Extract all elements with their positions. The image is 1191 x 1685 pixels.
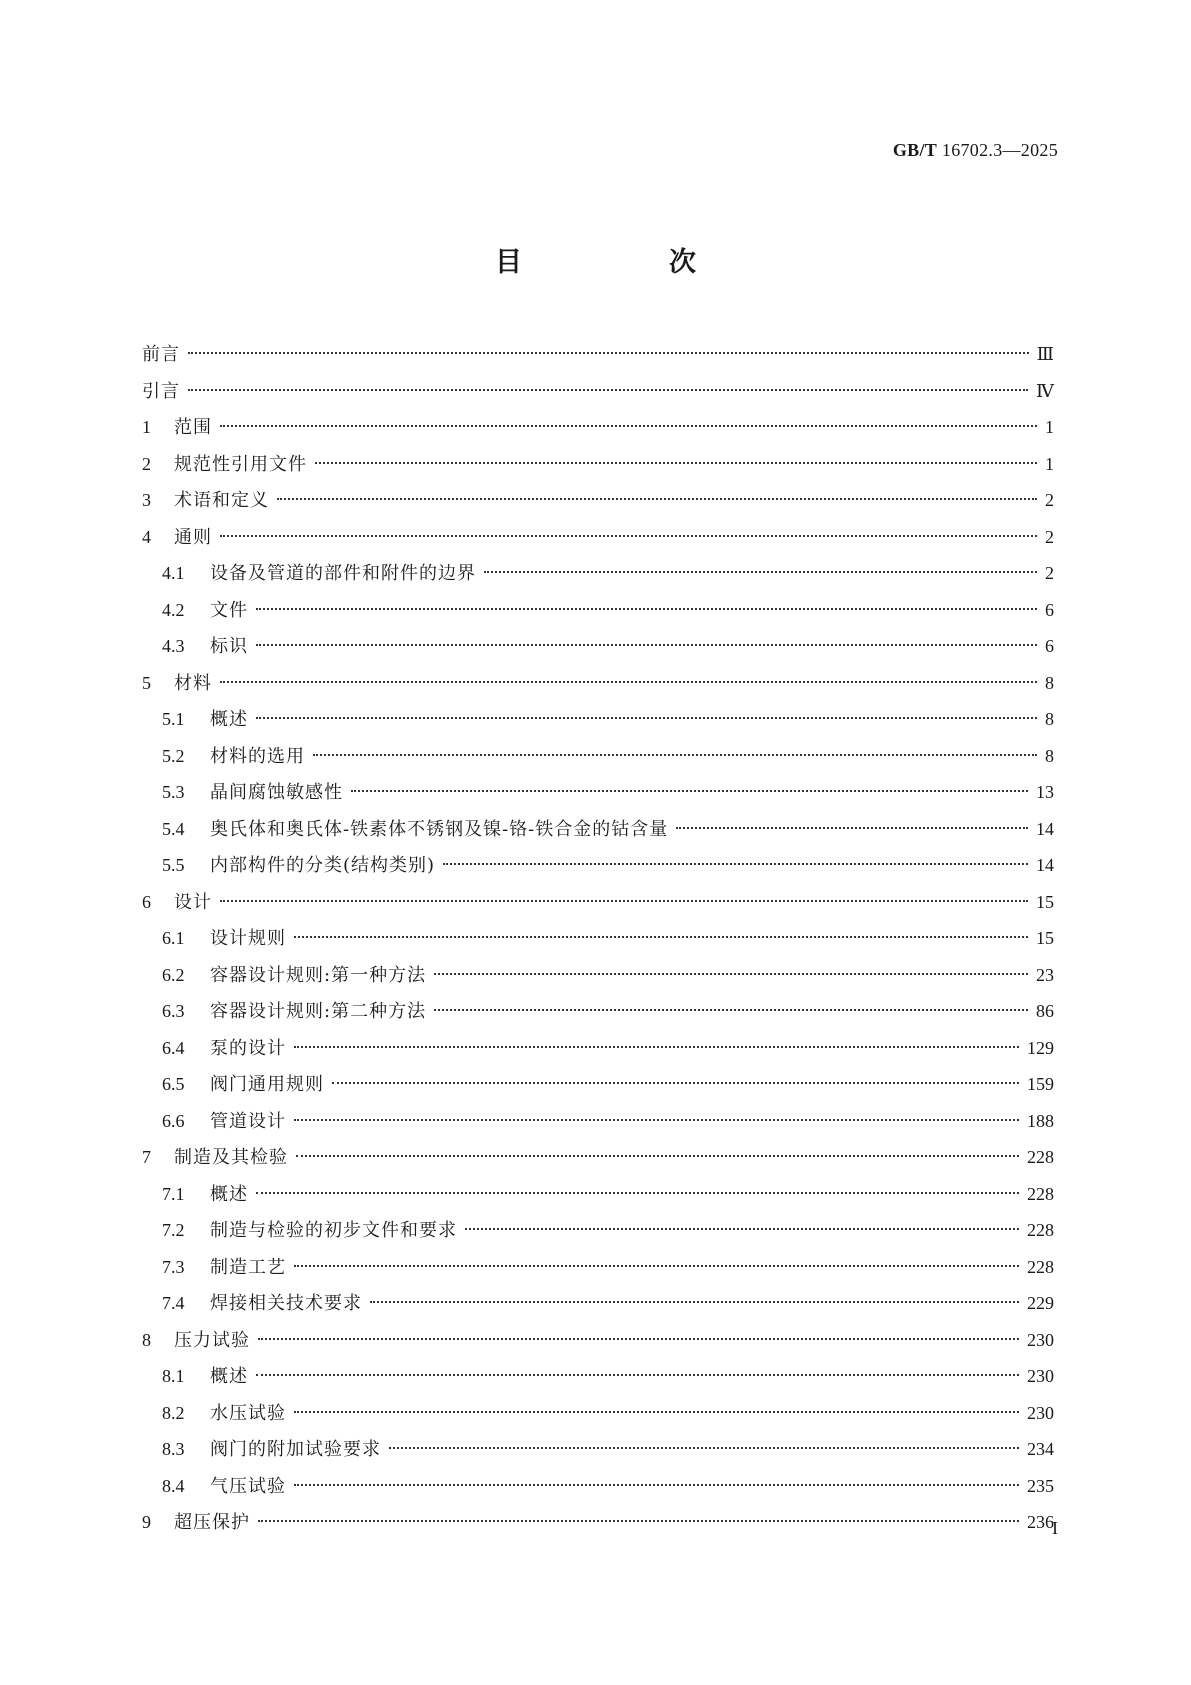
- toc-dot-leader: [294, 1264, 1019, 1267]
- toc-dot-leader: [220, 680, 1037, 683]
- toc-entry[interactable]: [142, 1103, 1054, 1140]
- toc-entry[interactable]: [142, 774, 1054, 811]
- toc-entry[interactable]: [142, 920, 1054, 957]
- toc-entry-page: 234: [1027, 1439, 1054, 1459]
- toc-entry-label: 概述: [210, 1183, 248, 1205]
- toc-entry[interactable]: [142, 1139, 1054, 1176]
- toc-entry-label: 泵的设计: [210, 1037, 286, 1059]
- toc-entry-label: 水压试验: [210, 1402, 286, 1424]
- toc-dot-leader: [676, 826, 1028, 829]
- toc-entry[interactable]: [142, 1468, 1054, 1505]
- toc-entry-label: 引言: [142, 380, 180, 402]
- toc-entry-page: 1: [1045, 453, 1054, 474]
- toc-entry-number: 8.2: [162, 1402, 185, 1423]
- toc-entry-page: 6: [1045, 599, 1054, 620]
- toc-entry-number: 5.5: [162, 855, 185, 875]
- toc-entry[interactable]: [142, 1176, 1054, 1213]
- toc-entry-page: 15: [1036, 891, 1054, 912]
- toc-entry[interactable]: [142, 884, 1054, 921]
- toc-entry-page: 14: [1036, 855, 1054, 875]
- toc-entry-number: 6.6: [162, 1110, 185, 1131]
- toc-entry-label: 制造工艺: [210, 1256, 286, 1278]
- toc-entry-number: 7.3: [162, 1256, 185, 1277]
- toc-entry-page: 8: [1045, 672, 1054, 693]
- toc-entry-page: 159: [1027, 1074, 1054, 1094]
- toc-dot-leader: [465, 1227, 1019, 1230]
- toc-entry[interactable]: [142, 1249, 1054, 1286]
- toc-entry-number: 8.3: [162, 1439, 185, 1459]
- toc-entry-page: 6: [1045, 636, 1054, 656]
- toc-entry[interactable]: [142, 336, 1054, 373]
- toc-entry-label: 材料: [174, 672, 212, 694]
- toc-entry-label: 管道设计: [210, 1110, 286, 1132]
- toc-entry-label: 容器设计规则:第一种方法: [210, 964, 427, 986]
- toc-entry[interactable]: [142, 738, 1054, 775]
- toc-dot-leader: [351, 789, 1028, 792]
- toc-dot-leader: [294, 935, 1028, 938]
- toc-entry-number: 6.5: [162, 1074, 185, 1094]
- document-code-number: 16702.3—2025: [941, 140, 1058, 160]
- toc-entry-label: 设备及管道的部件和附件的边界: [210, 563, 476, 584]
- toc-entry-number: 3: [142, 490, 151, 510]
- toc-entry-page: 230: [1027, 1366, 1054, 1386]
- toc-entry-number: 6: [142, 891, 151, 912]
- toc-entry-number: 5: [142, 672, 151, 693]
- toc-entry[interactable]: [142, 811, 1054, 848]
- toc-entry-label: 概述: [210, 709, 248, 730]
- toc-entry[interactable]: [142, 1358, 1054, 1395]
- toc-dot-leader: [294, 1118, 1019, 1121]
- toc-dot-leader: [188, 351, 1029, 354]
- toc-entry[interactable]: [142, 446, 1054, 483]
- toc-entry-page: 228: [1027, 1256, 1054, 1277]
- toc-entry[interactable]: [142, 665, 1054, 702]
- toc-entry-page: 236: [1027, 1512, 1054, 1532]
- toc-entry-page: 228: [1027, 1183, 1054, 1204]
- toc-entry-page: 229: [1027, 1293, 1054, 1313]
- toc-dot-leader: [294, 1483, 1019, 1486]
- toc-dot-leader: [188, 388, 1028, 391]
- toc-entry-page: Ⅳ: [1036, 380, 1054, 401]
- toc-entry-label: 阀门的附加试验要求: [210, 1439, 381, 1460]
- toc-entry-page: 228: [1027, 1220, 1054, 1240]
- toc-entry-number: 7: [142, 1147, 151, 1167]
- toc-entry-page: 14: [1036, 818, 1054, 839]
- toc-entry-number: 7.4: [162, 1293, 185, 1313]
- toc-dot-leader: [220, 424, 1037, 427]
- toc-entry-page: 235: [1027, 1475, 1054, 1496]
- toc-dot-leader: [313, 753, 1037, 756]
- toc-entry-number: 2: [142, 453, 151, 474]
- toc-entry-number: 5.2: [162, 745, 185, 766]
- toc-entry[interactable]: [142, 519, 1054, 556]
- toc-dot-leader: [256, 1191, 1019, 1194]
- toc-entry-page: 228: [1027, 1147, 1054, 1167]
- toc-entry-number: 8: [142, 1329, 151, 1350]
- toc-entry-number: 8.1: [162, 1366, 185, 1386]
- toc-entry-label: 压力试验: [174, 1329, 250, 1351]
- toc-dot-leader: [256, 716, 1037, 719]
- toc-entry[interactable]: [142, 1504, 1054, 1541]
- toc-entry-label: 内部构件的分类(结构类别): [210, 855, 436, 876]
- toc-entry[interactable]: [142, 993, 1054, 1030]
- toc-entry-page: 13: [1036, 782, 1054, 802]
- toc-entry-label: 焊接相关技术要求: [210, 1293, 362, 1314]
- toc-dot-leader: [258, 1337, 1019, 1340]
- toc-entry-number: 6.4: [162, 1037, 185, 1058]
- toc-entry[interactable]: [142, 1066, 1054, 1103]
- toc-entry[interactable]: [142, 847, 1054, 884]
- toc-entry-label: 通则: [174, 526, 212, 548]
- toc-entry-label: 气压试验: [210, 1475, 286, 1497]
- document-code: [893, 140, 1058, 161]
- toc-dot-leader: [220, 899, 1028, 902]
- toc-entry-number: 4.2: [162, 599, 185, 620]
- toc-entry-page: Ⅲ: [1036, 344, 1054, 364]
- toc-entry[interactable]: [142, 555, 1054, 592]
- toc-entry-label: 标识: [210, 636, 248, 657]
- toc-entry-page: 86: [1036, 1001, 1054, 1021]
- toc-entry-number: 5.3: [162, 782, 185, 802]
- toc-entry[interactable]: [142, 957, 1054, 994]
- toc-dot-leader: [256, 1373, 1019, 1376]
- toc-entry[interactable]: [142, 1322, 1054, 1359]
- toc-dot-leader: [294, 1045, 1019, 1048]
- toc-entry[interactable]: [142, 1431, 1054, 1468]
- toc-entry-page: 129: [1027, 1037, 1054, 1058]
- toc-dot-leader: [389, 1446, 1019, 1449]
- document-code-prefix: GB/T: [892, 140, 938, 160]
- toc-entry-label: 设计: [174, 891, 212, 913]
- toc-entry-page: 8: [1045, 745, 1054, 766]
- toc-dot-leader: [220, 534, 1037, 537]
- toc-dot-leader: [256, 607, 1037, 610]
- toc-entry-page: 230: [1027, 1329, 1054, 1350]
- toc-entry-label: 文件: [210, 599, 248, 621]
- toc-dot-leader: [294, 1410, 1019, 1413]
- toc-entry[interactable]: [142, 701, 1054, 738]
- toc-entry[interactable]: [142, 1212, 1054, 1249]
- toc-entry-number: 5.1: [162, 709, 185, 729]
- toc-entry-label: 超压保护: [174, 1512, 250, 1533]
- toc-entry-number: 4.1: [162, 563, 185, 583]
- toc-entry-page: 2: [1045, 563, 1054, 583]
- toc-entry-label: 晶间腐蚀敏感性: [210, 782, 343, 803]
- toc-entry[interactable]: [142, 1285, 1054, 1322]
- toc-dot-leader: [484, 570, 1037, 573]
- toc-entry-label: 规范性引用文件: [174, 453, 307, 475]
- toc-list: [142, 336, 1054, 1541]
- toc-entry-label: 概述: [210, 1366, 248, 1387]
- toc-entry-label: 前言: [142, 344, 180, 365]
- toc-entry-page: 23: [1036, 964, 1054, 985]
- toc-entry-label: 阀门通用规则: [210, 1074, 324, 1095]
- toc-entry[interactable]: [142, 409, 1054, 446]
- toc-entry-label: 材料的选用: [210, 745, 305, 767]
- toc-dot-leader: [296, 1154, 1019, 1157]
- toc-dot-leader: [370, 1300, 1019, 1303]
- toc-entry-label: 制造与检验的初步文件和要求: [210, 1220, 457, 1241]
- toc-entry-page: 2: [1045, 490, 1054, 510]
- toc-entry-page: 1: [1045, 417, 1054, 437]
- toc-entry-number: 7.2: [162, 1220, 185, 1240]
- toc-entry[interactable]: [142, 628, 1054, 665]
- toc-dot-leader: [434, 972, 1028, 975]
- toc-entry-number: 5.4: [162, 818, 185, 839]
- toc-entry-page: 230: [1027, 1402, 1054, 1423]
- toc-entry-page: 15: [1036, 928, 1054, 948]
- toc-entry[interactable]: [142, 1030, 1054, 1067]
- toc-entry-number: 6.3: [162, 1001, 185, 1021]
- toc-entry-label: 设计规则: [210, 928, 286, 949]
- toc-title: 目 次: [495, 247, 756, 278]
- page-number: I: [1052, 1518, 1058, 1538]
- toc-dot-leader: [277, 497, 1037, 500]
- toc-entry-number: 6.1: [162, 928, 185, 948]
- toc-dot-leader: [256, 643, 1037, 646]
- toc-entry[interactable]: [142, 1395, 1054, 1432]
- toc-dot-leader: [434, 1008, 1028, 1011]
- toc-entry-number: 4: [142, 526, 151, 547]
- toc-entry-page: 188: [1027, 1110, 1054, 1131]
- toc-entry[interactable]: [142, 482, 1054, 519]
- toc-entry-page: 8: [1045, 709, 1054, 729]
- toc-entry-number: 6.2: [162, 964, 185, 985]
- toc-dot-leader: [258, 1519, 1019, 1522]
- toc-entry-number: 4.3: [162, 636, 185, 656]
- toc-entry-number: 8.4: [162, 1475, 185, 1496]
- toc-entry-label: 容器设计规则:第二种方法: [210, 1001, 427, 1022]
- toc-entry-number: 1: [142, 417, 151, 437]
- toc-entry-number: 9: [142, 1512, 151, 1532]
- toc-entry[interactable]: [142, 592, 1054, 629]
- toc-entry-label: 范围: [174, 417, 212, 438]
- toc-entry-label: 制造及其检验: [174, 1147, 288, 1168]
- toc-dot-leader: [443, 862, 1028, 865]
- toc-entry[interactable]: [142, 373, 1054, 410]
- toc-entry-label: 奥氏体和奥氏体-铁素体不锈钢及镍-铬-铁合金的钴含量: [210, 818, 669, 840]
- toc-dot-leader: [315, 461, 1037, 464]
- toc-entry-page: 2: [1045, 526, 1054, 547]
- toc-dot-leader: [332, 1081, 1019, 1084]
- toc-entry-label: 术语和定义: [174, 490, 269, 511]
- toc-entry-number: 7.1: [162, 1183, 185, 1204]
